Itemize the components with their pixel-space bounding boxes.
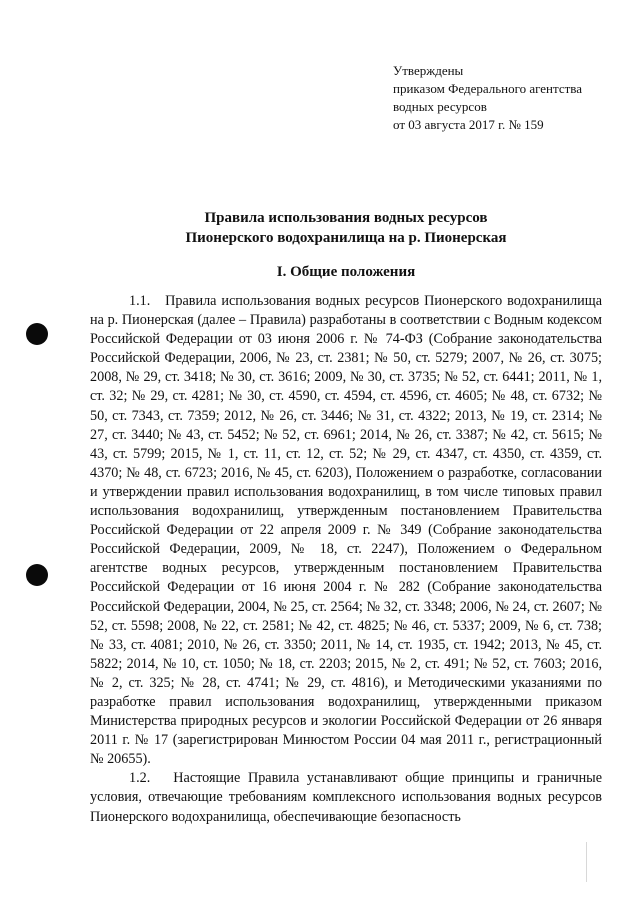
- approval-line: водных ресурсов: [393, 99, 487, 114]
- approval-block: [393, 62, 623, 134]
- approval-line: приказом Федерального агентства: [393, 81, 583, 96]
- section-heading: I. Общие положения: [276, 264, 416, 280]
- binder-hole-icon: [26, 564, 48, 586]
- approval-line: от 03 августа 2017 г. № 159: [393, 117, 544, 132]
- title-line: Пионерского водохранилища на р. Пионерская: [185, 230, 507, 246]
- paragraph-number: 1.1.: [129, 293, 151, 309]
- paragraph-text: Настоящие Правила устанавливают общие принципы и граничные условия, отвечающие требованиям комплексного использования водных ресурсов Пионерского водохранилища, обеспечивающие безопасность: [90, 770, 603, 825]
- scan-artifact: [586, 842, 587, 882]
- approval-line: Утверждены: [393, 63, 464, 78]
- paragraph: [90, 769, 602, 826]
- document-body: [90, 292, 602, 827]
- paragraph-number: 1.2.: [129, 770, 151, 787]
- document-title: [90, 208, 602, 248]
- binder-hole-icon: [26, 323, 48, 345]
- paragraph-text: Правила использования водных ресурсов Пионерского водохранилища на р. Пионерская (далее – Правила) разработаны в соответствии с Водным кодексом Российской Федерации от 03 июня 2006 г. № 74-ФЗ (Собрание законодательства Российской Федерации, 2006, № 23, ст. 2381; № 50, ст. 5279; 2007, № 26, ст. 3075; 2008, № 29, ст. 3418; № 30, ст. 3616; 2009, № 30, ст. 3735; № 52, ст. 6441; 2011, № 1, ст. 32; № 29, ст. 4281; № 30, ст. 4590, ст. 4594, ст. 4596, ст. 4605; № 48, ст. 6732; № 50, ст. 7343, ст. 7359; 2012, № 26, ст. 3446; № 31, ст. 4322; 2013, № 19, ст. 2314; № 27, ст. 3440; № 43, ст. 5452; № 52, ст. 6961; 2014, № 26, ст. 3387; № 42, ст. 5615; № 43, ст. 5799; 2015, № 1, ст. 11, ст. 12, ст. 52; № 29, ст. 4347, ст. 4350, ст. 4359, ст. 4370; № 48, ст. 6723; 2016, № 45, ст. 6203), Положением о разработке, согласовании и утверждении правил использования водохранилищ, в том числе типовых правил использования водохранилищ, утвержденным постановлением Правительства Российской Федерации от 22 апреля 2009 г. № 349 (Собрание законодательства Российской Федерации, 2009, № 18, ст. 2247), Положением о Федеральном агентстве водных ресурсов, утвержденным постановлением Правительства Российской Федерации от 16 июня 2004 г. № 282 (Собрание законодательства Российской Федерации, 2004, № 25, ст. 2564; № 32, ст. 3348; 2006, № 24, ст. 2607; № 52, ст. 5598; 2008, № 22, ст. 2581; № 42, ст. 4825; № 46, ст. 5337; 2009, № 6, ст. 738; № 33, ст. 4081; 2010, № 26, ст. 3350; 2011, № 14, ст. 1935, ст. 1942; 2013, № 45, ст. 5822; 2014, № 10, ст. 1050; № 18, ст. 2203; 2015, № 2, ст. 491; № 52, ст. 7603; 2016, № 2, ст. 325; № 28, ст. 4741; № 29, ст. 4816), и Методическими указаниями по разработке правил использования водохранилищ, утвержденными приказом Министерства природных ресурсов и экологии Российской Федерации от 26 января 2011 г. № 17 (зарегистрирован Минюстом России 04 мая 2011 г., регистрационный № 20655).: [90, 293, 602, 768]
- title-line: Правила использования водных ресурсов: [204, 210, 488, 226]
- paragraph: [90, 292, 602, 769]
